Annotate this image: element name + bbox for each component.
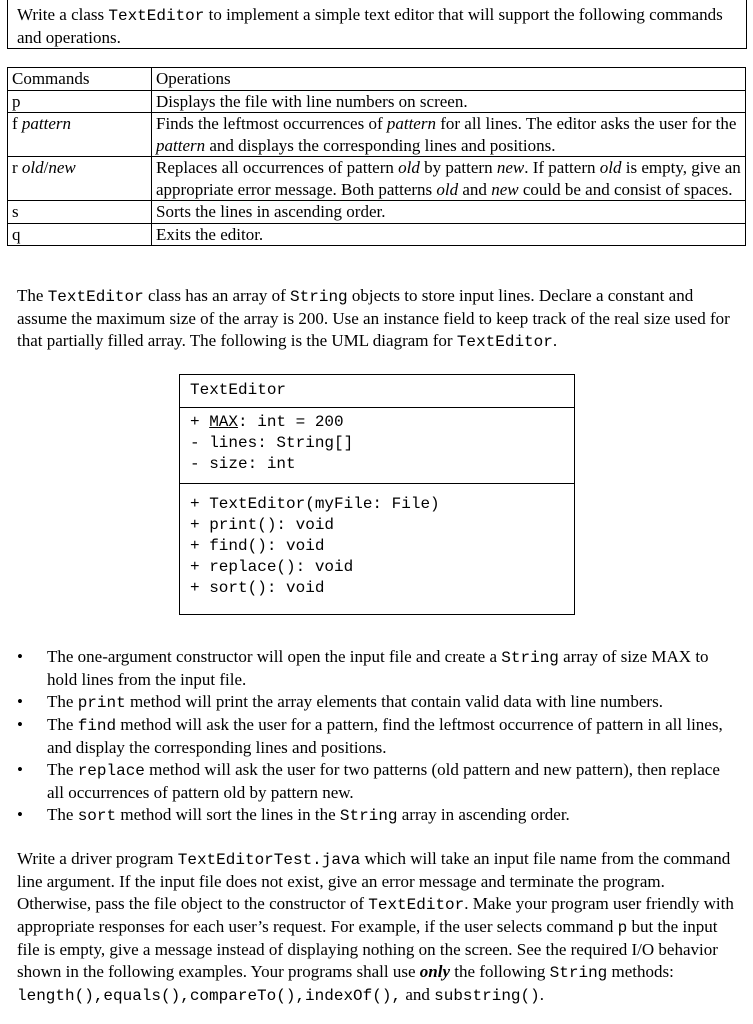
header-commands: Commands bbox=[8, 68, 152, 91]
intro-paragraph: Write a class TextEditor to implement a simple text editor that will support the following commands and operations. bbox=[17, 5, 723, 47]
commands-table bbox=[7, 67, 746, 246]
list-item: • The replace method will ask the user for two patterns (old pattern and new pattern), then replace all occurrences of pattern old by pattern new. bbox=[17, 760, 720, 802]
list-item: • The one-argument constructor will open the input file and create a String array of size MAX to hold lines from the input file. bbox=[17, 647, 709, 689]
operation-cell: Exits the editor. bbox=[152, 223, 746, 246]
table-row bbox=[8, 157, 746, 201]
command-cell: p bbox=[8, 90, 152, 113]
bullet-icon: • bbox=[17, 715, 23, 734]
operation-cell: Displays the file with line numbers on screen. bbox=[152, 90, 746, 113]
bullet-icon: • bbox=[17, 760, 23, 779]
uml-field: + MAX: int = 200 bbox=[190, 413, 344, 431]
uml-method: + TextEditor(myFile: File) bbox=[190, 495, 440, 513]
table-header-row bbox=[8, 68, 746, 91]
bullet-icon: • bbox=[17, 647, 23, 666]
uml-method: + sort(): void bbox=[190, 579, 325, 597]
table-row bbox=[8, 223, 746, 246]
uml-class-diagram bbox=[179, 374, 575, 615]
operation-cell: Finds the leftmost occurrences of pattern for all lines. The editor asks the user for the pattern and displays the corresponding lines and positions. bbox=[152, 113, 746, 157]
uml-methods-section bbox=[180, 484, 574, 599]
table-row bbox=[8, 113, 746, 157]
list-item: • The find method will ask the user for a pattern, find the leftmost occurrence of pattern in all lines, and display the corresponding lines and positions. bbox=[17, 715, 723, 757]
uml-field: - size: int bbox=[190, 455, 296, 473]
bullet-icon: • bbox=[17, 692, 23, 711]
list-item: • The print method will print the array elements that contain valid data with line numbers. bbox=[17, 692, 663, 712]
uml-method: + find(): void bbox=[190, 537, 325, 555]
table-row bbox=[8, 201, 746, 224]
driver-program-paragraph: Write a driver program TextEditorTest.java which will take an input file name from the command line argument. If the input file does not exist, give an error message and terminate the program. Otherwise, pass the file object to the constructor of TextEditor. Make your program user friendly with appropriate responses for each user’s request. For example, if the user selects command p but the input file is empty, give a message instead of displaying nothing on the screen. See the required I/O behavior shown in the following examples. Your programs shall use only the following String methods: length(),equals(),compareTo(),indexOf(), and substring(). bbox=[17, 849, 734, 1005]
command-cell: s bbox=[8, 201, 152, 224]
command-cell: q bbox=[8, 223, 152, 246]
uml-class-name-section bbox=[180, 375, 574, 408]
table-row bbox=[8, 90, 746, 113]
header-operations: Operations bbox=[152, 68, 746, 91]
uml-method: + print(): void bbox=[190, 516, 335, 534]
class-description-paragraph: The TextEditor class has an array of String objects to store input lines. Declare a constant and assume the maximum size of the array is 200. Use an instance field to keep track of the real size used for that partially filled array. The following is the UML diagram for TextEditor. bbox=[17, 286, 730, 351]
uml-field: - lines: String[] bbox=[190, 434, 354, 452]
uml-class-name: TextEditor bbox=[190, 381, 287, 399]
bullet-icon: • bbox=[17, 805, 23, 824]
operation-cell: Replaces all occurrences of pattern old by pattern new. If pattern old is empty, give an appropriate error message. Both patterns old and new could be and consist of spaces. bbox=[152, 157, 746, 201]
method-bullet-list bbox=[0, 646, 740, 827]
uml-method: + replace(): void bbox=[190, 558, 354, 576]
operation-cell: Sorts the lines in ascending order. bbox=[152, 201, 746, 224]
list-item: • The sort method will sort the lines in the String array in ascending order. bbox=[17, 805, 570, 825]
command-cell: f pattern bbox=[8, 113, 152, 157]
command-cell: r old/new bbox=[8, 157, 152, 201]
uml-fields-section bbox=[180, 408, 574, 484]
